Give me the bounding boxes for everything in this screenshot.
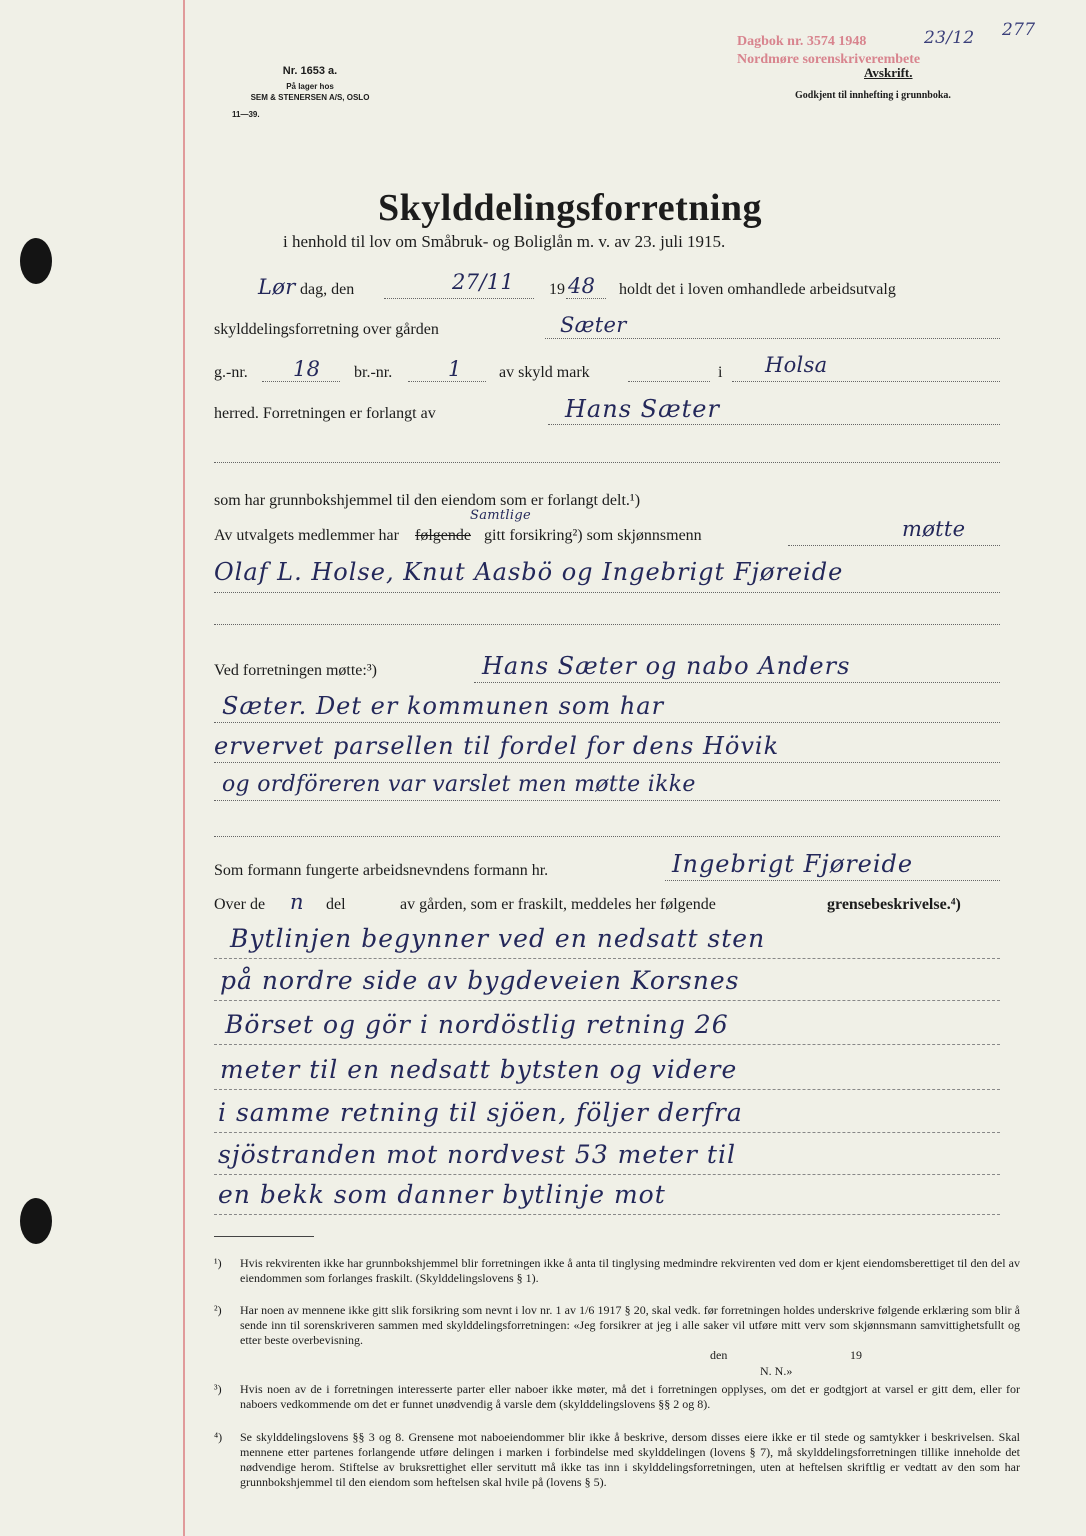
footnote-2-text: Har noen av mennene ikke gitt slik forsikring som nevnt i lov nr. 1 av 1/6 1917 § 20, skal vedk. før forretningen holdes underskrive følgende erklæring som blir å sende inn til sorenskriveren sammen med skylddelingsforretningen: «Jeg forsikrer at jeg i alle saker vil utføre mitt verv som skjønnsmann samvittighetsfullt og etter beste overbevisning. [240, 1303, 1020, 1347]
punch-hole-top [20, 238, 52, 284]
chair-dotline [665, 880, 1000, 881]
year-dotline [566, 298, 606, 299]
journal-stamp-line1: Dagbok nr. 3574 1948 [737, 34, 867, 49]
year-print: 19 [549, 281, 565, 298]
document-subtitle: i henhold til lov om Småbruk- og Boliglån m. v. av 23. juli 1915. [283, 232, 726, 251]
boundary-rule3 [214, 1044, 1000, 1045]
footnote-2-nn: N. N.» [760, 1364, 793, 1378]
boundary-line5: i samme retning til sjöen, följer derfra [218, 1098, 743, 1127]
blank-dotline [214, 462, 1000, 463]
attended-dotline3 [214, 762, 1000, 763]
boundary-rule6 [214, 1174, 1000, 1175]
publisher-line1: På lager hos [286, 82, 334, 91]
stamp-handwritten-date: 23/12 [924, 28, 975, 48]
approved-text: Godkjent til innhefting i grunnboka. [795, 90, 951, 101]
attended-label: Ved forretningen møtte:³) [214, 662, 377, 679]
hjemmel-text: som har grunnbokshjemmel til den eiendom som er forlangt delt.¹) [214, 492, 641, 509]
boundary-rule5 [214, 1132, 1000, 1133]
printer-info [230, 65, 390, 120]
print-date: 11—39. [232, 110, 260, 119]
date-label: dag, den [300, 281, 355, 298]
members-dotline1 [788, 545, 1000, 546]
footnote-2-19: 19 [850, 1348, 862, 1362]
gnr-dotline [262, 381, 340, 382]
arbeidsutvalg-text: holdt det i loven omhandlede arbeidsutvalg [619, 281, 896, 298]
attended-dotline4 [214, 800, 1000, 801]
boundary-line4: meter til en nedsatt bytsten og videre [220, 1055, 738, 1084]
footnote-2-signature [760, 1364, 792, 1379]
boundary-line3: Börset og gör i nordöstlig retning 26 [225, 1010, 729, 1039]
skyld-label: av skyld mark [499, 364, 590, 381]
footnote-3-num: ³) [214, 1382, 222, 1396]
attended-dotline1 [474, 682, 1000, 683]
attended-line3: ervervet parsellen til fordel for dens Hövik [214, 732, 780, 760]
place-dotline [732, 381, 1000, 382]
footnote-1-num: ¹) [214, 1256, 222, 1270]
i-label: i [718, 364, 723, 381]
date-dotline [384, 298, 534, 299]
footnote-4-num: ⁴) [214, 1430, 223, 1444]
avskrift-label: Avskrift. [864, 65, 913, 80]
gnr-label: g.-nr. [214, 364, 248, 381]
over-text: av gården, som er fraskilt, meddeles her følgende [400, 896, 716, 913]
boundary-line6: sjöstranden mot nordvest 53 meter til [218, 1140, 736, 1169]
weekday-handwritten: Lør [258, 275, 296, 299]
attended-line2: Sæter. Det er kommunen som har [222, 692, 665, 720]
farm-handwritten: Sæter [560, 313, 627, 337]
skyld-dotline [628, 381, 710, 382]
over-label: Over de [214, 896, 266, 913]
attended-dotline5 [214, 836, 1000, 837]
boundary-line2: på nordre side av bygdeveien Korsnes [220, 966, 740, 995]
grensebeskrivelse-label: grensebeskrivelse.⁴) [827, 896, 961, 913]
members-dotline3 [214, 624, 1000, 625]
requester-label: herred. Forretningen er forlangt av [214, 405, 436, 422]
footnote-2-num: ²) [214, 1303, 222, 1317]
boundary-line7: en bekk som danner bytlinje mot [218, 1180, 666, 1209]
bnr-dotline [408, 381, 486, 382]
footnote-2-date [710, 1348, 727, 1363]
page-number: 277 [1002, 20, 1036, 40]
requester-dotline [548, 424, 1000, 425]
place-handwritten: Holsa [765, 353, 828, 377]
members-label: Av utvalgets medlemmer har [214, 527, 399, 544]
boundary-rule7 [214, 1214, 1000, 1215]
chair-label: Som formann fungerte arbeidsnevndens formann hr. [214, 862, 549, 879]
journal-stamp-line2: Nordmøre sorenskriverembete [737, 52, 921, 67]
attended-line4: og ordföreren var varslet men møtte ikke [222, 772, 696, 797]
year-handwritten: 48 [568, 274, 596, 298]
punch-hole-bottom [20, 1198, 52, 1244]
footnote-3-text: Hvis noen av de i forretningen interesserte parter eller naboer ikke møter, må det i forretningen opplyses, om det er godtgjort at varsel er gitt dem, eller for naboers vedkommende om det er funnet unødvendig å varsle dem (skylddelingslovens §§ 2 og 8). [240, 1382, 1020, 1411]
members-names-handwritten: Olaf L. Holse, Knut Aasbö og Ingebrigt Fjøreide [214, 558, 844, 586]
footnote-2-den: den [710, 1348, 728, 1362]
footnote-2-year [850, 1348, 862, 1363]
members-struck-word: følgende [415, 527, 471, 544]
publisher-line2: SEM & STENERSEN A/S, OSLO [250, 93, 370, 102]
chair-name-handwritten: Ingebrigt Fjøreide [672, 850, 914, 878]
del-label: del [326, 896, 346, 913]
members-met-handwritten: møtte [902, 517, 966, 541]
attended-line1: Hans Sæter og nabo Anders [482, 652, 851, 680]
attended-dotline2 [214, 722, 1000, 723]
members-label2: gitt forsikring²) som skjønnsmenn [484, 527, 702, 544]
bnr-label: br.-nr. [354, 364, 393, 381]
members-insert-handwritten: Samtlige [470, 508, 531, 523]
bnr-handwritten: 1 [448, 357, 462, 381]
boundary-line1: Bytlinjen begynner ved en nedsatt sten [230, 924, 766, 953]
over-handwritten: n [290, 890, 304, 914]
requester-handwritten: Hans Sæter [565, 395, 720, 423]
members-dotline2 [214, 592, 1000, 593]
footnote-4-text: Se skylddelingslovens §§ 3 og 8. Grensene mot naboeiendommer blir ikke å beskrive, dersom disses eiere ikke er til stede og samtykker i beskrivelsen. Skal mennene etter partenes forlangende utføre delingen i marken i forbindelse med skylddelingen (lovens § 7), må skylddelingsforretningen tillike inneholde det nødvendige herom. Stiftelse av bruksrettighet eller servitutt må ikke tas inn i skylddelingsforretningen, uten at heftelsen skriftlig er vedtatt av den som har grunnbokshjemmel til den eiendom som heftelsen skal hvile på (lovens § 5). [240, 1430, 1020, 1489]
footnote-1-text: Hvis rekvirenten ikke har grunnbokshjemmel blir forretningen ikke å anta til tinglysing medmindre rekvirenten ved dom er kjent eiendomsberettiget til den del av eiendommen som forlanges fraskilt. (Skylddelingslovens § 1). [240, 1256, 1020, 1285]
farm-dotline [545, 338, 1000, 339]
boundary-rule2 [214, 1000, 1000, 1001]
margin-line [183, 0, 185, 1536]
gnr-handwritten: 18 [293, 357, 321, 381]
document-title: Skylddelingsforretning [378, 187, 763, 229]
date-handwritten: 27/11 [452, 270, 515, 294]
boundary-rule1 [214, 958, 1000, 959]
form-number: Nr. 1653 a. [282, 65, 338, 77]
footnote-rule [214, 1236, 314, 1237]
boundary-rule4 [214, 1089, 1000, 1090]
farm-label: skylddelingsforretning over gården [214, 321, 439, 338]
